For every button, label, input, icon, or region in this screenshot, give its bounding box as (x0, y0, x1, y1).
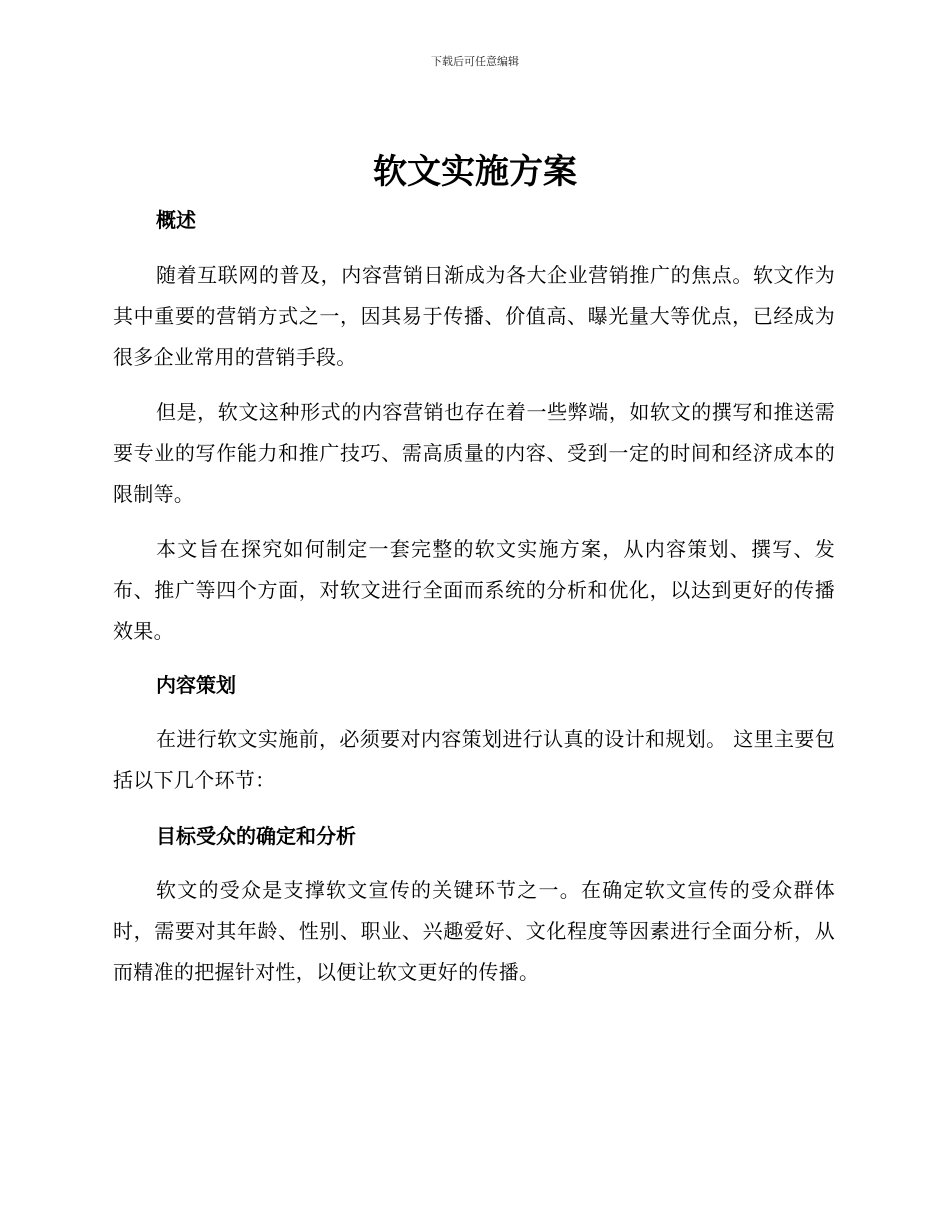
section-heading-planning: 内容策划 (156, 673, 236, 697)
overview-paragraph-1: 随着互联网的普及，内容营销日渐成为各大企业营销推广的焦点。软文作为其中重要的营销方式之一，因其易于传播、价值高、曝光量大等优点，已经成为很多企业常用的营销手段。 (113, 263, 835, 369)
overview-paragraph-3: 本文旨在探究如何制定一套完整的软文实施方案，从内容策划、撰写、发布、推广等四个方面，对软文进行全面而系统的分析和优化，以达到更好的传播效果。 (113, 537, 835, 643)
audience-paragraph-1: 软文的受众是支撑软文宣传的关键环节之一。在确定软文宣传的受众群体时，需要对其年龄、性别、职业、兴趣爱好、文化程度等因素进行全面分析，从而精准的把握针对性，以便让软文更好的传播。 (113, 878, 835, 984)
section-heading-overview: 概述 (156, 208, 196, 232)
overview-paragraph-2: 但是，软文这种形式的内容营销也存在着一些弊端，如软文的撰写和推送需要专业的写作能力和推广技巧、需高质量的内容、受到一定的时间和经济成本的限制等。 (113, 400, 835, 506)
document-title: 软文实施方案 (373, 152, 577, 192)
document-body (113, 205, 835, 993)
planning-paragraph-1: 在进行软文实施前，必须要对内容策划进行认真的设计和规划。 这里主要包括以下几个环节： (113, 727, 835, 792)
section-heading-audience: 目标受众的确定和分析 (156, 824, 356, 848)
page-header-note: 下载后可任意编辑 (431, 55, 519, 68)
